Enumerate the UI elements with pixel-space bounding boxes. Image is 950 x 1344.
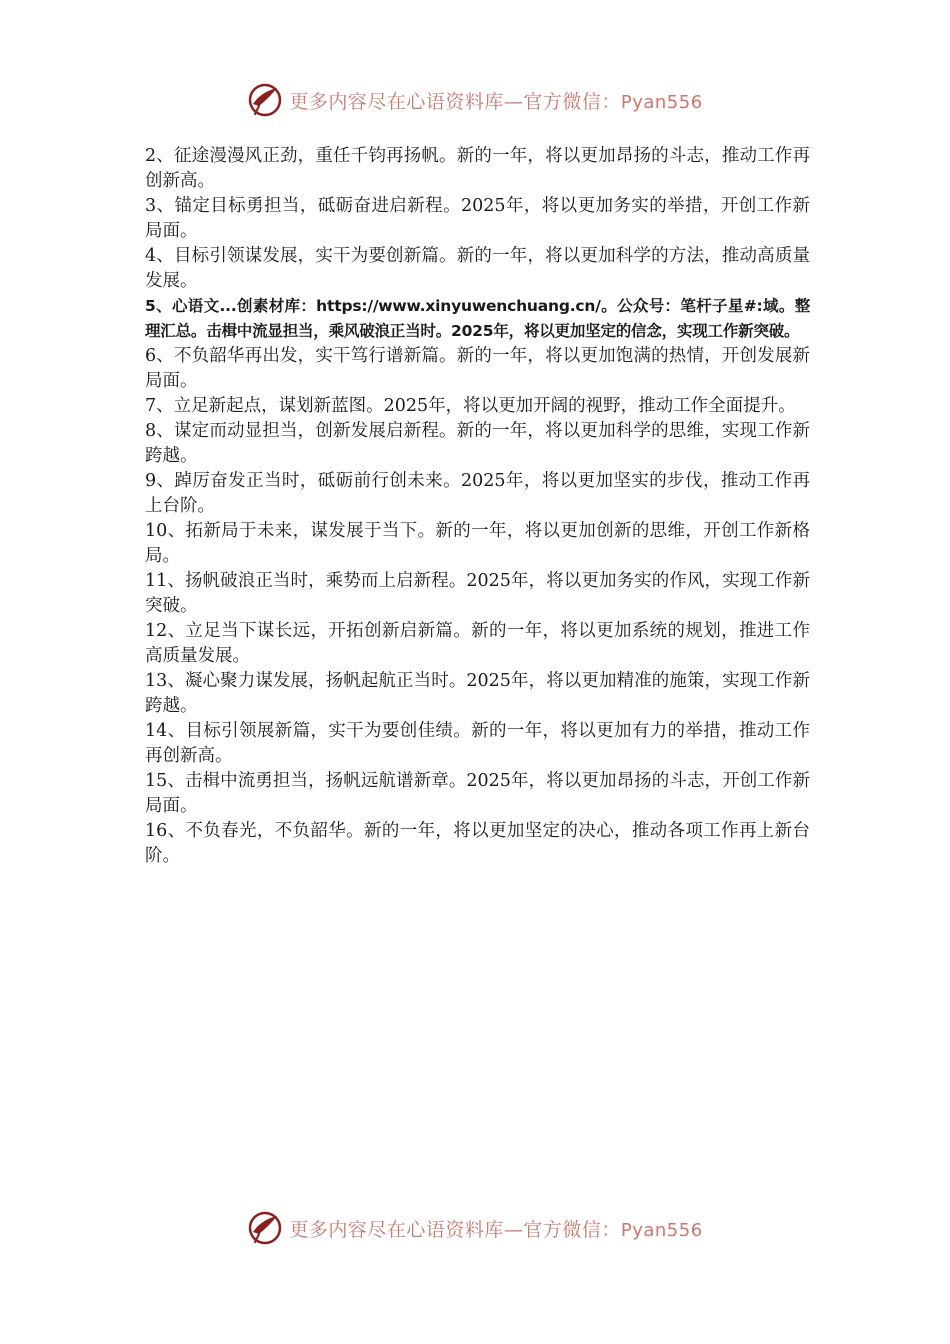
slogan-item: 12、立足当下谋长远，开拓创新启新篇。新的一年，将以更加系统的规划，推进工作高质量发展。 bbox=[145, 621, 810, 666]
header-banner-text: 更多内容尽在心语资料库—官方微信：Pyan556 bbox=[289, 90, 703, 113]
slogan-item: 9、踔厉奋发正当时，砥砺前行创未来。2025年，将以更加坚实的步伐，推动工作再上台阶。 bbox=[145, 471, 810, 516]
quill-logo-icon bbox=[247, 82, 283, 118]
slogan-item: 11、扬帆破浪正当时，乘势而上启新程。2025年，将以更加务实的作风，实现工作新突破。 bbox=[145, 571, 810, 616]
slogan-item: 2、征途漫漫风正劲，重任千钧再扬帆。新的一年，将以更加昂扬的斗志，推动工作再创新高。 bbox=[145, 146, 810, 191]
slogan-item: 10、拓新局于未来，谋发展于当下。新的一年，将以更加创新的思维，开创工作新格局。 bbox=[145, 521, 810, 566]
slogan-item: 3、锚定目标勇担当，砥砺奋进启新程。2025年，将以更加务实的举措，开创工作新局面。 bbox=[145, 196, 810, 241]
document-body bbox=[145, 144, 810, 869]
quill-logo-icon bbox=[247, 1210, 283, 1246]
slogan-item: 16、不负春光，不负韶华。新的一年，将以更加坚定的决心，推动各项工作再上新台阶。 bbox=[145, 821, 810, 866]
slogan-item-with-source: 5、心语文...创素材库：https://www.xinyuwenchuang.cn/。公众号：笔杆子星#:域。整理汇总。击楫中流显担当，乘风破浪正当时。2025年，将以更加坚定的信念，实现工作新突破。 bbox=[145, 297, 810, 340]
slogan-item: 8、谋定而动显担当，创新发展启新程。新的一年，将以更加科学的思维，实现工作新跨越。 bbox=[145, 421, 810, 466]
slogan-item: 14、目标引领展新篇，实干为要创佳绩。新的一年，将以更加有力的举措，推动工作再创新高。 bbox=[145, 721, 810, 766]
slogan-item: 15、击楫中流勇担当，扬帆远航谱新章。2025年，将以更加昂扬的斗志，开创工作新局面。 bbox=[145, 771, 810, 816]
slogan-item: 13、凝心聚力谋发展，扬帆起航正当时。2025年，将以更加精准的施策，实现工作新跨越。 bbox=[145, 671, 810, 716]
header-banner bbox=[0, 82, 950, 118]
slogan-item: 6、不负韶华再出发，实干笃行谱新篇。新的一年，将以更加饱满的热情，开创发展新局面。 bbox=[145, 346, 810, 391]
slogan-item: 7、立足新起点，谋划新蓝图。2025年，将以更加开阔的视野，推动工作全面提升。 bbox=[145, 396, 796, 416]
footer-banner-text: 更多内容尽在心语资料库—官方微信：Pyan556 bbox=[289, 1218, 703, 1241]
header-wechat-id: Pyan556 bbox=[620, 91, 703, 113]
footer-banner bbox=[0, 1210, 950, 1246]
slogan-item: 4、目标引领谋发展，实干为要创新篇。新的一年，将以更加科学的方法，推动高质量发展。 bbox=[145, 246, 810, 291]
footer-wechat-id: Pyan556 bbox=[620, 1219, 703, 1241]
